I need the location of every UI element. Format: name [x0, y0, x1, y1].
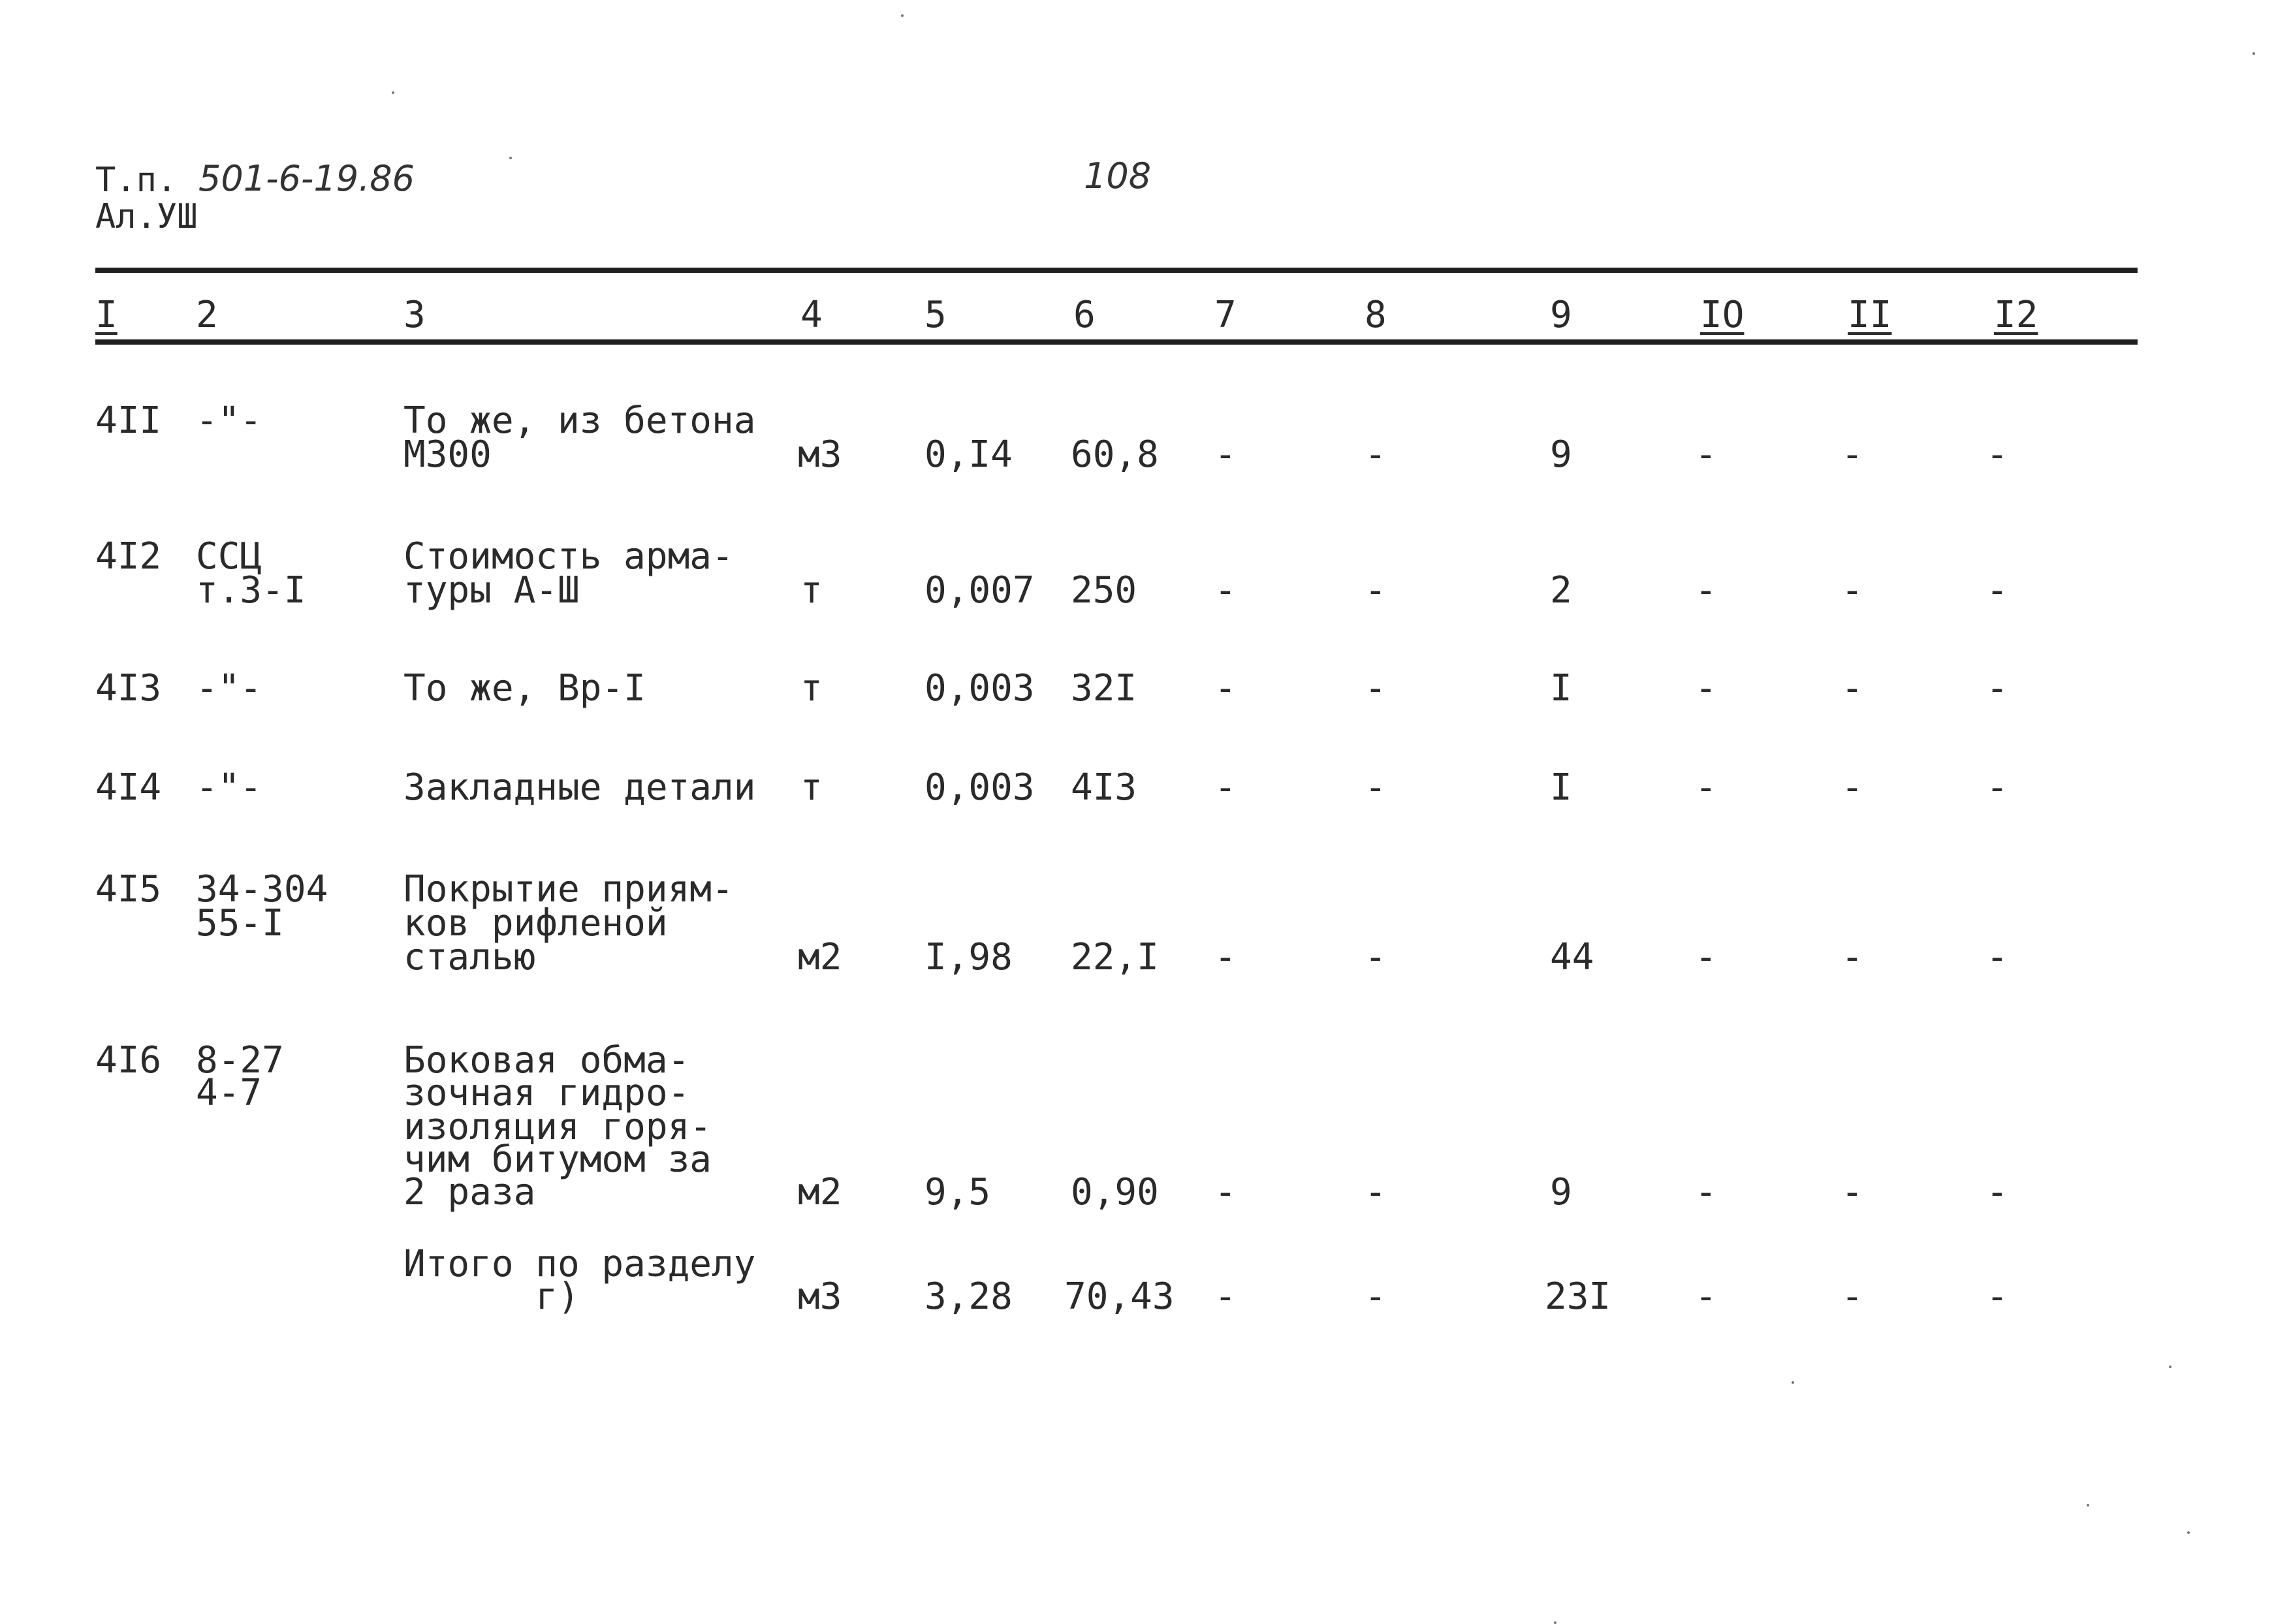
col-header-3: 3: [403, 294, 426, 336]
col-header-9: 9: [1550, 294, 1572, 336]
row-col9: 23I: [1545, 1275, 1611, 1318]
row-price: 22,I: [1071, 936, 1159, 978]
row-col10: -: [1695, 667, 1717, 710]
row-col10: -: [1695, 569, 1717, 612]
row-unit: т: [800, 569, 823, 612]
col-header-7: 7: [1214, 294, 1237, 336]
table-header-rule: [95, 339, 2138, 345]
row-col7: -: [1214, 569, 1237, 612]
row-col11: -: [1841, 766, 1863, 809]
page-number: 108: [1084, 155, 1152, 196]
row-number: 4I2: [95, 535, 162, 578]
row-col10: -: [1695, 936, 1717, 978]
row-col9: 9: [1550, 1171, 1572, 1213]
row-price: 4I3: [1071, 766, 1137, 809]
scan-speck: [2169, 1366, 2172, 1368]
col-header-11: II: [1848, 294, 1892, 336]
row-name: туры А-Ш: [403, 569, 580, 612]
row-name: Покрытие приям-: [403, 868, 734, 911]
row-qty: 0,007: [924, 569, 1035, 612]
row-name: Боковая обма-: [403, 1039, 690, 1082]
row-col9: 44: [1550, 936, 1594, 978]
row-unit: м3: [798, 433, 842, 476]
row-code: ССЦ: [196, 535, 262, 578]
row-price: 0,90: [1071, 1171, 1159, 1213]
row-col12: -: [1986, 667, 2008, 710]
row-col8: -: [1365, 1275, 1387, 1318]
row-unit: т: [800, 766, 823, 809]
row-name: сталью: [403, 936, 536, 978]
total-label: Итого по разделу: [403, 1243, 756, 1285]
row-col9: I: [1550, 766, 1572, 809]
row-col12: -: [1986, 936, 2008, 978]
row-col11: -: [1841, 1171, 1863, 1213]
row-name: чим битумом за: [403, 1138, 712, 1181]
row-name: 2 раза: [403, 1171, 536, 1213]
row-number: 4I5: [95, 868, 162, 911]
row-col10: -: [1695, 433, 1717, 476]
row-unit: м2: [798, 1171, 842, 1213]
row-code: 34-304: [196, 868, 328, 911]
scan-speck: [901, 14, 904, 17]
scan-speck: [2087, 1504, 2089, 1507]
row-col8: -: [1365, 667, 1387, 710]
row-qty: 0,003: [924, 766, 1035, 809]
row-unit: м2: [798, 936, 842, 978]
row-name: изоляция горя-: [403, 1106, 712, 1148]
row-col8: -: [1365, 1171, 1387, 1213]
album-label: Ал.УШ: [95, 197, 198, 236]
row-col8: -: [1365, 569, 1387, 612]
row-unit: т: [800, 667, 823, 710]
col-header-8: 8: [1365, 294, 1387, 336]
row-col7: -: [1214, 667, 1237, 710]
row-col7: -: [1214, 766, 1237, 809]
row-code: 4-7: [196, 1072, 262, 1114]
scan-speck: [2187, 1531, 2190, 1534]
col-header-6: 6: [1073, 294, 1096, 336]
row-name: То же, Вр-I: [403, 667, 646, 710]
row-col11: -: [1841, 1275, 1863, 1318]
row-code: т.3-I: [196, 569, 306, 612]
row-col10: -: [1695, 1171, 1717, 1213]
col-header-1: I: [95, 294, 118, 336]
row-code: -"-: [196, 766, 262, 809]
row-col9: 9: [1550, 433, 1572, 476]
row-name: М300: [403, 433, 492, 476]
row-col9: 2: [1550, 569, 1572, 612]
row-price: 32I: [1071, 667, 1137, 710]
row-col8: -: [1365, 433, 1387, 476]
row-col9: I: [1550, 667, 1572, 710]
row-qty: 3,28: [924, 1275, 1013, 1318]
row-code: -"-: [196, 399, 262, 442]
row-price: 250: [1071, 569, 1137, 612]
row-code: -"-: [196, 667, 262, 710]
scan-speck: [1554, 1621, 1556, 1624]
row-number: 4I6: [95, 1039, 162, 1082]
doc-prefix: Т.п.: [95, 161, 178, 200]
scan-speck: [392, 91, 394, 94]
row-col11: -: [1841, 667, 1863, 710]
row-col7: -: [1214, 1275, 1237, 1318]
row-col11: -: [1841, 433, 1863, 476]
row-name: То же, из бетона: [403, 399, 756, 442]
col-header-4: 4: [800, 294, 823, 336]
row-code: 55-I: [196, 902, 284, 945]
scan-speck: [509, 157, 512, 159]
row-col11: -: [1841, 936, 1863, 978]
total-label: г): [403, 1275, 580, 1318]
row-name: зочная гидро-: [403, 1072, 690, 1114]
row-qty: 9,5: [924, 1171, 991, 1213]
row-qty: 0,I4: [924, 433, 1013, 476]
scan-speck: [1792, 1381, 1794, 1384]
row-code: 8-27: [196, 1039, 284, 1082]
row-number: 4II: [95, 399, 162, 442]
row-name: Стоимость арма-: [403, 535, 734, 578]
row-unit: м3: [798, 1275, 842, 1318]
scan-speck: [2252, 52, 2255, 55]
row-number: 4I4: [95, 766, 162, 809]
row-name: Закладные детали: [403, 766, 756, 809]
row-col7: -: [1214, 1171, 1237, 1213]
row-col10: -: [1695, 1275, 1717, 1318]
row-qty: I,98: [924, 936, 1013, 978]
row-col8: -: [1365, 936, 1387, 978]
col-header-10: IO: [1700, 294, 1745, 336]
row-number: 4I3: [95, 667, 162, 710]
col-header-12: I2: [1994, 294, 2038, 336]
row-qty: 0,003: [924, 667, 1035, 710]
row-col12: -: [1986, 433, 2008, 476]
row-col12: -: [1986, 569, 2008, 612]
doc-number: 501-6-19.86: [198, 158, 415, 199]
col-header-2: 2: [196, 294, 218, 336]
row-col12: -: [1986, 1171, 2008, 1213]
row-col7: -: [1214, 936, 1237, 978]
row-price: 70,43: [1064, 1275, 1175, 1318]
col-header-5: 5: [924, 294, 947, 336]
row-col11: -: [1841, 569, 1863, 612]
row-name: ков рифленой: [403, 902, 668, 945]
table-top-rule: [95, 268, 2138, 273]
row-col8: -: [1365, 766, 1387, 809]
row-col12: -: [1986, 1275, 2008, 1318]
row-price: 60,8: [1071, 433, 1159, 476]
row-col10: -: [1695, 766, 1717, 809]
row-col7: -: [1214, 433, 1237, 476]
row-col12: -: [1986, 766, 2008, 809]
